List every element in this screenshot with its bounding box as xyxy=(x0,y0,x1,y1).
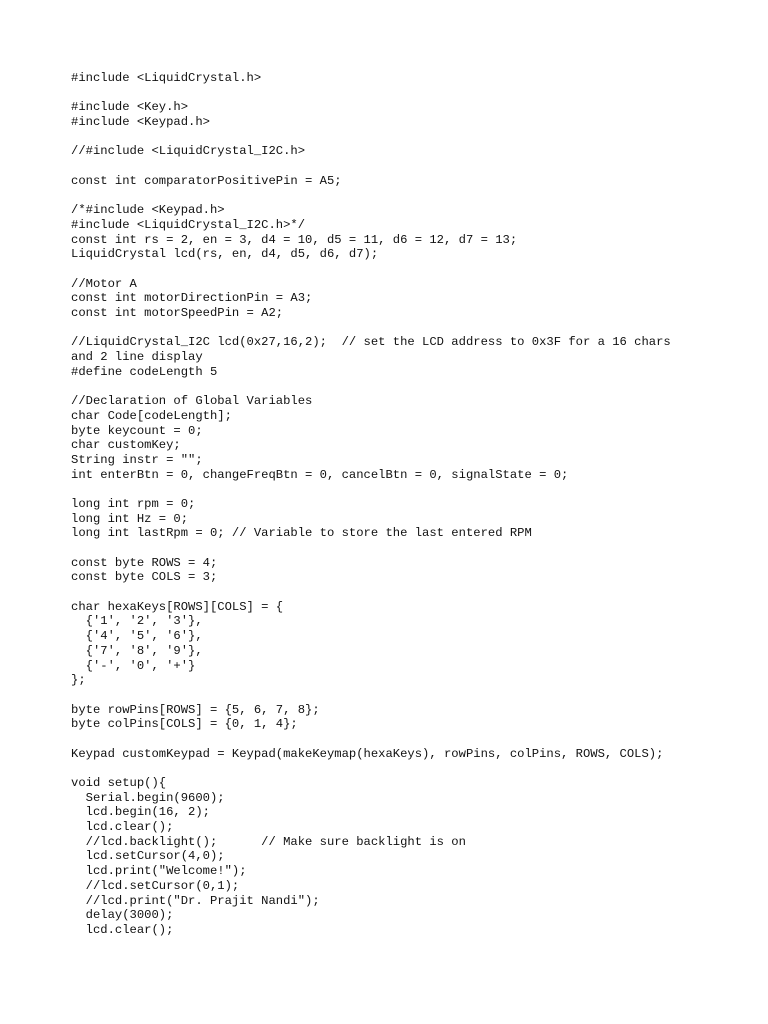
code-line: const int motorSpeedPin = A2; xyxy=(71,306,284,320)
code-line: #include <LiquidCrystal_I2C.h>*/ xyxy=(71,217,306,232)
code-line: {'1', '2', '3'}, xyxy=(71,614,203,629)
code-line: delay(3000); xyxy=(71,908,174,923)
blank-line xyxy=(71,541,751,556)
code-line: //lcd.print("Dr. Prajit Nandi"); xyxy=(71,893,320,908)
code-line: //Declaration of Global Variables xyxy=(71,394,313,409)
blank-line xyxy=(71,321,751,336)
code-listing xyxy=(71,71,751,938)
code-line: char Code[codeLength]; xyxy=(71,408,232,423)
code-line: Keypad customKeypad = Keypad(makeKeymap(hexaKeys), rowPins, colPins, ROWS, COLS); xyxy=(71,746,664,761)
code-line: #define codeLength 5 xyxy=(71,364,218,379)
code-line: const byte COLS = 3; xyxy=(71,570,218,585)
code-line: Serial.begin(9600); xyxy=(71,790,225,805)
code-line: /*#include <Keypad.h> xyxy=(71,203,225,218)
code-line: byte colPins[COLS] = {0, 1, 4}; xyxy=(71,717,298,732)
code-line: long int Hz = 0; xyxy=(71,511,189,526)
code-line: String instr = ""; xyxy=(71,452,203,467)
code-line: #include <Keypad.h> xyxy=(71,115,210,130)
code-line: const byte ROWS = 4; xyxy=(71,555,218,570)
code-line: //LiquidCrystal_I2C lcd(0x27,16,2); // set the LCD address to 0x3F for a 16 chars xyxy=(71,335,671,350)
blank-line xyxy=(71,585,751,600)
code-line: #include <LiquidCrystal.h> xyxy=(71,71,262,85)
code-line: void setup(){ xyxy=(71,776,167,790)
code-line: lcd.clear(); xyxy=(71,820,174,835)
blank-line xyxy=(71,688,751,703)
code-line: long int lastRpm = 0; // Variable to store the last entered RPM xyxy=(71,526,532,541)
code-line: }; xyxy=(71,673,86,688)
blank-line xyxy=(71,262,751,277)
code-line: //Motor A xyxy=(71,276,137,291)
code-line: //lcd.backlight(); // Make sure backlight is on xyxy=(71,834,466,849)
code-line: byte rowPins[ROWS] = {5, 6, 7, 8}; xyxy=(71,702,320,717)
blank-line xyxy=(71,482,751,497)
code-line: char customKey; xyxy=(71,438,181,453)
code-line: long int rpm = 0; xyxy=(71,496,196,511)
code-line: char hexaKeys[ROWS][COLS] = { xyxy=(71,599,284,614)
code-line: //#include <LiquidCrystal_I2C.h> xyxy=(71,144,306,159)
blank-line xyxy=(71,189,751,204)
code-line: lcd.begin(16, 2); xyxy=(71,805,210,820)
code-line: const int motorDirectionPin = A3; xyxy=(71,291,313,306)
code-line: lcd.clear(); xyxy=(71,922,174,937)
code-line: lcd.setCursor(4,0); xyxy=(71,849,225,864)
code-line: LiquidCrystal lcd(rs, en, d4, d5, d6, d7); xyxy=(71,247,379,262)
blank-line xyxy=(71,761,751,776)
code-line: const int rs = 2, en = 3, d4 = 10, d5 = 11, d6 = 12, d7 = 13; xyxy=(71,232,518,247)
blank-line xyxy=(71,159,751,174)
code-line: const int comparatorPositivePin = A5; xyxy=(71,173,342,188)
code-line: {'7', '8', '9'}, xyxy=(71,643,203,658)
code-line: {'-', '0', '+'} xyxy=(71,658,196,673)
code-line: #include <Key.h> xyxy=(71,100,189,115)
code-line: lcd.print("Welcome!"); xyxy=(71,864,247,879)
code-line: byte keycount = 0; xyxy=(71,423,203,438)
code-line: {'4', '5', '6'}, xyxy=(71,629,203,644)
blank-line xyxy=(71,732,751,747)
code-line: int enterBtn = 0, changeFreqBtn = 0, cancelBtn = 0, signalState = 0; xyxy=(71,467,569,482)
blank-line xyxy=(71,379,751,394)
blank-line xyxy=(71,130,751,145)
code-line: //lcd.setCursor(0,1); xyxy=(71,878,240,893)
blank-line xyxy=(71,86,751,101)
code-line: and 2 line display xyxy=(71,350,203,365)
